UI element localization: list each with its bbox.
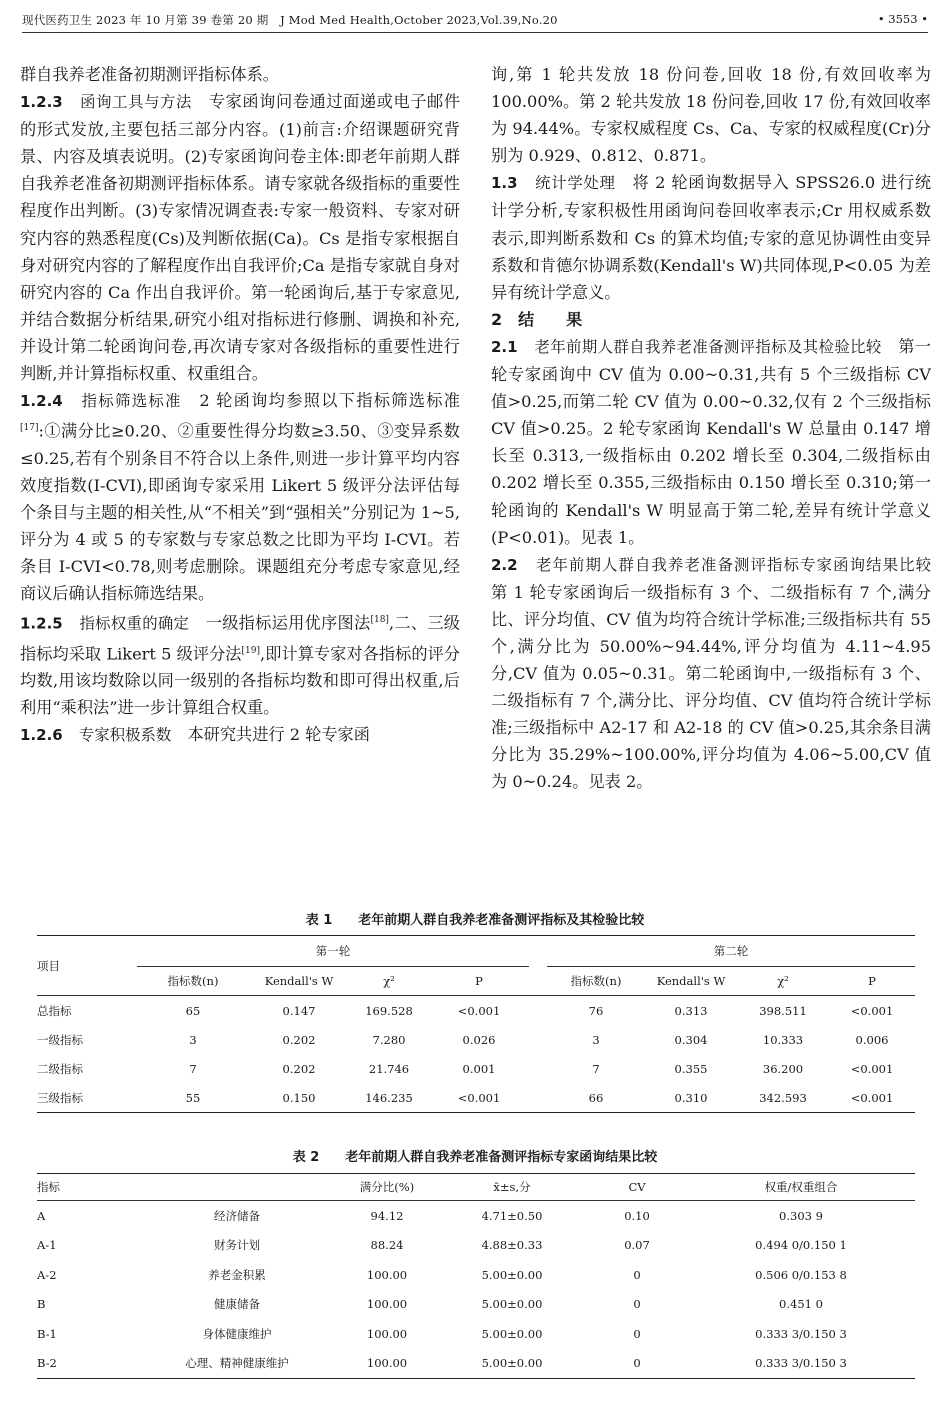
table-cell: 0.310 xyxy=(674,1090,708,1105)
table-cell: 94.12 xyxy=(370,1208,404,1223)
table-cell: 100.00 xyxy=(366,1297,408,1312)
table-cell: 养老金积累 xyxy=(208,1267,266,1282)
table-cell: 0.07 xyxy=(624,1238,650,1253)
table-cell: 36.200 xyxy=(762,1061,804,1076)
table1-subheader: Kendall's W xyxy=(264,974,334,988)
table-cell: <0.001 xyxy=(850,1003,894,1018)
table2-header: CV xyxy=(587,1174,687,1201)
table-cell: 0.150 xyxy=(282,1090,316,1105)
table2-header: 满分比(%) xyxy=(337,1174,437,1201)
section-number: 2.1 xyxy=(491,337,518,356)
section-1-2-4 xyxy=(20,387,460,607)
section-title: 专家积极系数 xyxy=(78,726,172,745)
table-cell: 0.313 xyxy=(674,1003,708,1018)
section-text: 第 1 轮专家函询后一级指标有 3 个、二级指标有 7 个,满分比、评分均值、CV 值为均符合统计学标准;三级指标共有 55 个,满分比为 50.00%~94.44%,评分均值为 4.11~4.95 分,CV 值为 0.05~0.31。第二轮函询中,一级指标有 3 个、二级指标有 7 个,满分比、评分均值、CV 值均符合统计学标准;三级指标中 A2-17 和 A2-18 的 CV 值>0.25,其余条目满分比为 35.29%~100.00%,评分均值为 4.06~5.00,CV 值为 0~0.24。见表 2。 xyxy=(491,582,931,792)
table-cell: 5.00±0.00 xyxy=(481,1267,543,1282)
table-row xyxy=(37,996,915,1026)
table-cell: 3 xyxy=(592,1032,600,1047)
section-number: 1.2.3 xyxy=(20,93,63,112)
table2-header: 权重/权重组合 xyxy=(687,1174,915,1201)
table-cell: 5.00±0.00 xyxy=(481,1297,543,1312)
table-cell: 0.001 xyxy=(462,1061,496,1076)
table-cell: 0.202 xyxy=(282,1032,316,1047)
table-cell: 总指标 xyxy=(37,1003,72,1018)
table-cell: 21.746 xyxy=(368,1061,410,1076)
table-cell: 经济储备 xyxy=(214,1208,260,1223)
section-2-2 xyxy=(491,551,931,796)
section-text: 本研究共进行 2 轮专家函 xyxy=(187,725,370,745)
table2-header: 指标 xyxy=(37,1174,137,1201)
right-column xyxy=(491,61,931,796)
table-cell: 0.147 xyxy=(282,1003,316,1018)
table-cell: <0.001 xyxy=(457,1003,501,1018)
table-cell: 一级指标 xyxy=(37,1032,83,1047)
running-header xyxy=(22,10,928,33)
table1-subheader: χ² xyxy=(777,974,789,988)
citation-ref: [17] xyxy=(20,423,39,434)
table-cell: 3 xyxy=(189,1032,197,1047)
table2-header: x̄±s,分 xyxy=(437,1174,587,1201)
table1-round1-header: 第一轮 xyxy=(137,936,529,967)
table-cell: 0 xyxy=(633,1297,641,1312)
table-cell: 100.00 xyxy=(366,1356,408,1371)
table2-header xyxy=(137,1174,337,1201)
section-text: 专家函询问卷通过面递或电子邮件的形式发放,主要包括三部分内容。(1)前言:介绍课题研究背景、内容及填表说明。(2)专家函询问卷主体:即老年前期人群自我养老准备初期测评指标体系。请专家就各级指标的重要性程度作出判断。(3)专家情况调查表:专家一般资料、专家对研究内容的熟悉程度(Cs)及判断依据(Ca)。Cs 是指专家根据自身对研究内容的了解程度作出自我评价;Ca 是指专家就自身对研究内容的 Ca 作出自我评价。第一轮函询后,基于专家意见,并结合数据分析结果,研究小组对指标进行修删、调换和补充,并设计第二轮函询问卷,再次请专家对各级指标的重要性进行判断,并计算指标权重、权重组合。 xyxy=(20,92,461,384)
table-cell: 5.00±0.00 xyxy=(481,1356,543,1371)
table-cell: 76 xyxy=(588,1003,604,1018)
table2-title: 老年前期人群自我养老准备测评指标专家函询结果比较 xyxy=(345,1150,658,1165)
table-cell: 0 xyxy=(633,1326,641,1341)
paragraph: 询,第 1 轮共发放 18 份问卷,回收 18 份,有效回收率为 100.00%。第 2 轮共发放 18 份问卷,回收 17 份,有效回收率为 94.44%。专家权威程度 Cs、Ca、专家的权威程度(Cr)分别为 0.929、0.812、0.871。 xyxy=(491,65,931,166)
table-cell: 398.511 xyxy=(759,1003,807,1018)
table-cell: 二级指标 xyxy=(37,1061,83,1076)
table-cell: 0.333 3/0.150 3 xyxy=(755,1356,847,1371)
table-cell: 0.355 xyxy=(674,1061,708,1076)
section-title: 指标筛选标准 xyxy=(81,392,182,411)
section-text: 将 2 轮函询数据导入 SPSS26.0 进行统计学分析,专家积极性用函询问卷回收率表示;Cr 用权威系数表示,即判断系数和 Cs 的算术均值;专家的意见协调性由变异系数和肯德尔协调系数(Kendall's W)共同体现,P<0.05 为差异有统计学意义。 xyxy=(491,173,932,302)
table1-item-header: 项目 xyxy=(37,958,60,973)
table1-round2-header: 第二轮 xyxy=(547,936,915,967)
table-cell: 7.280 xyxy=(372,1032,406,1047)
table-cell: 0.026 xyxy=(462,1032,496,1047)
citation-ref: [19] xyxy=(241,645,261,656)
table-cell: 7 xyxy=(189,1061,197,1076)
paragraph: 群自我养老准备初期测评指标体系。 xyxy=(20,65,279,84)
table1-subheader: Kendall's W xyxy=(656,974,726,988)
table-cell: <0.001 xyxy=(850,1061,894,1076)
table2 xyxy=(37,1173,915,1379)
page-number: • 3553 • xyxy=(877,12,928,26)
section-title: 老年前期人群自我养老准备测评指标专家函询结果比较 xyxy=(536,555,931,574)
table-cell: 0.304 xyxy=(674,1032,708,1047)
table1-subheader: P xyxy=(868,974,876,988)
left-column xyxy=(20,61,460,750)
section-text: 一级指标运用优序图法 xyxy=(205,613,371,633)
table-cell: 342.593 xyxy=(759,1090,807,1105)
table-row xyxy=(37,1319,915,1349)
table1-number: 表 1 xyxy=(305,913,333,928)
table-cell: 146.235 xyxy=(365,1090,413,1105)
table-cell: 0.10 xyxy=(624,1208,650,1223)
table-cell: A-1 xyxy=(37,1238,57,1253)
results-heading: 2 结 果 xyxy=(491,309,583,329)
table-cell: B-1 xyxy=(37,1326,57,1341)
table2-number: 表 2 xyxy=(292,1150,320,1165)
section-text: 第一轮专家函询中 CV 值为 0.00~0.31,共有 5 个三级指标 CV 值>0.25,而第二轮 CV 值为 0.00~0.32,仅有 2 个三级指标 CV 值>0.25。2 轮专家函询 Kendall's W 总量由 0.147 增长至 0.313,一级指标由 0.202 增长至 0.304,二级指标由 0.202 增长至 0.355,三级指标由 0.150 增长至 0.310;第一轮函询的 Kendall's W 明显高于第二轮,差异有统计学意义(P<0.01)。见表 1。 xyxy=(491,336,931,547)
table-cell: 0 xyxy=(633,1356,641,1371)
table-cell: 66 xyxy=(588,1090,604,1105)
table-row xyxy=(37,1083,915,1113)
table-cell: 5.00±0.00 xyxy=(481,1326,543,1341)
table-cell: 0.303 9 xyxy=(779,1208,823,1223)
section-1-2-6 xyxy=(20,721,460,749)
table-cell: 0.494 0/0.150 1 xyxy=(755,1238,847,1253)
table1-title: 老年前期人群自我养老准备测评指标及其检验比较 xyxy=(358,913,645,928)
table2-header-row xyxy=(37,1174,915,1201)
journal-citation: 现代医药卫生 2023 年 10 月第 39 卷第 20 期 J Mod Med Health,October 2023,Vol.39,No.20 xyxy=(22,13,558,27)
table-row xyxy=(37,1054,915,1083)
table-cell: B xyxy=(37,1297,46,1312)
table-cell: 0.333 3/0.150 3 xyxy=(755,1326,847,1341)
section-1-2-5 xyxy=(20,607,460,721)
table1-subheader: 指标数(n) xyxy=(167,974,219,988)
section-1-3 xyxy=(491,169,931,305)
table-cell: 心理、精神健康维护 xyxy=(185,1356,289,1371)
table-cell: 财务计划 xyxy=(214,1238,260,1253)
section-number: 1.2.4 xyxy=(20,392,63,411)
table-cell: 4.71±0.50 xyxy=(481,1208,543,1223)
table-row xyxy=(37,1349,915,1379)
table-row xyxy=(37,1231,915,1261)
section-title: 统计学处理 xyxy=(535,174,616,193)
section-text: :①满分比≥0.20、②重要性得分均数≥3.50、③变异系数≤0.25,若有个别条目不符合以上条件,则进一步计算平均内容效度指数(I-CVI),即函询专家采用 Likert 5 级评分法评估每个条目与主题的相关性,从“不相关”到“强相关”分别记为 1~5,评分为 4 或 5 的专家数与专家总数之比即为平均 I-CVI。若条目 I-CVI<0.78,则考虑删除。课题组充分考虑专家意见,经商议后确认指标筛选结果。 xyxy=(20,421,460,604)
table-cell: 0.202 xyxy=(282,1061,316,1076)
table1-subheader: χ² xyxy=(383,974,395,988)
table-cell: A xyxy=(37,1208,46,1223)
table-cell: B-2 xyxy=(37,1356,57,1371)
table-cell: <0.001 xyxy=(850,1090,894,1105)
table1-caption xyxy=(0,909,950,928)
table-cell: 三级指标 xyxy=(37,1090,83,1105)
section-text: ,二、三级指标均采取 Likert 5 级评分法 xyxy=(20,613,460,664)
table-cell: <0.001 xyxy=(457,1090,501,1105)
section-title: 老年前期人群自我养老准备测评指标及其检验比较 xyxy=(534,337,882,356)
table1 xyxy=(37,935,915,1113)
table-cell: 健康储备 xyxy=(214,1297,260,1312)
section-1-2-3 xyxy=(20,88,460,387)
table-cell: 0.451 0 xyxy=(779,1297,823,1312)
table-cell: 身体健康维护 xyxy=(202,1326,272,1341)
table-row xyxy=(37,1260,915,1290)
table-cell: 4.88±0.33 xyxy=(481,1238,543,1253)
table-cell: 0 xyxy=(633,1267,641,1282)
table-cell: 100.00 xyxy=(366,1326,408,1341)
table-cell: 88.24 xyxy=(370,1238,404,1253)
section-number: 1.2.6 xyxy=(20,726,63,745)
section-title: 指标权重的确定 xyxy=(79,614,190,633)
section-2-1 xyxy=(491,333,931,551)
section-number: 2.2 xyxy=(491,555,518,574)
section-text: 2 轮函询均参照以下指标筛选标准 xyxy=(199,391,460,411)
section-text: ,即计算专家对各指标的评分均数,用该均数除以同一级别的各指标均数和即可得出权重,后利用“乘积法”进一步计算组合权重。 xyxy=(20,644,460,718)
citation-ref: [18] xyxy=(370,615,389,626)
table-row xyxy=(37,1025,915,1054)
table-row xyxy=(37,1290,915,1320)
table-cell: 7 xyxy=(592,1061,600,1076)
table-cell: 169.528 xyxy=(365,1003,413,1018)
table-cell: 0.006 xyxy=(855,1032,889,1047)
table-cell: 0.506 0/0.153 8 xyxy=(755,1267,847,1282)
table-cell: 10.333 xyxy=(762,1032,804,1047)
table-cell: 55 xyxy=(185,1090,201,1105)
table1-subheader: P xyxy=(475,974,483,988)
table1-subheader: 指标数(n) xyxy=(570,974,622,988)
section-title: 函询工具与方法 xyxy=(80,93,193,112)
table-cell: 65 xyxy=(185,1003,201,1018)
table-row xyxy=(37,1201,915,1231)
table-cell: A-2 xyxy=(37,1267,57,1282)
section-number: 1.3 xyxy=(491,174,518,193)
table-cell: 100.00 xyxy=(366,1267,408,1282)
section-number: 1.2.5 xyxy=(20,614,63,633)
table2-caption xyxy=(0,1146,950,1165)
